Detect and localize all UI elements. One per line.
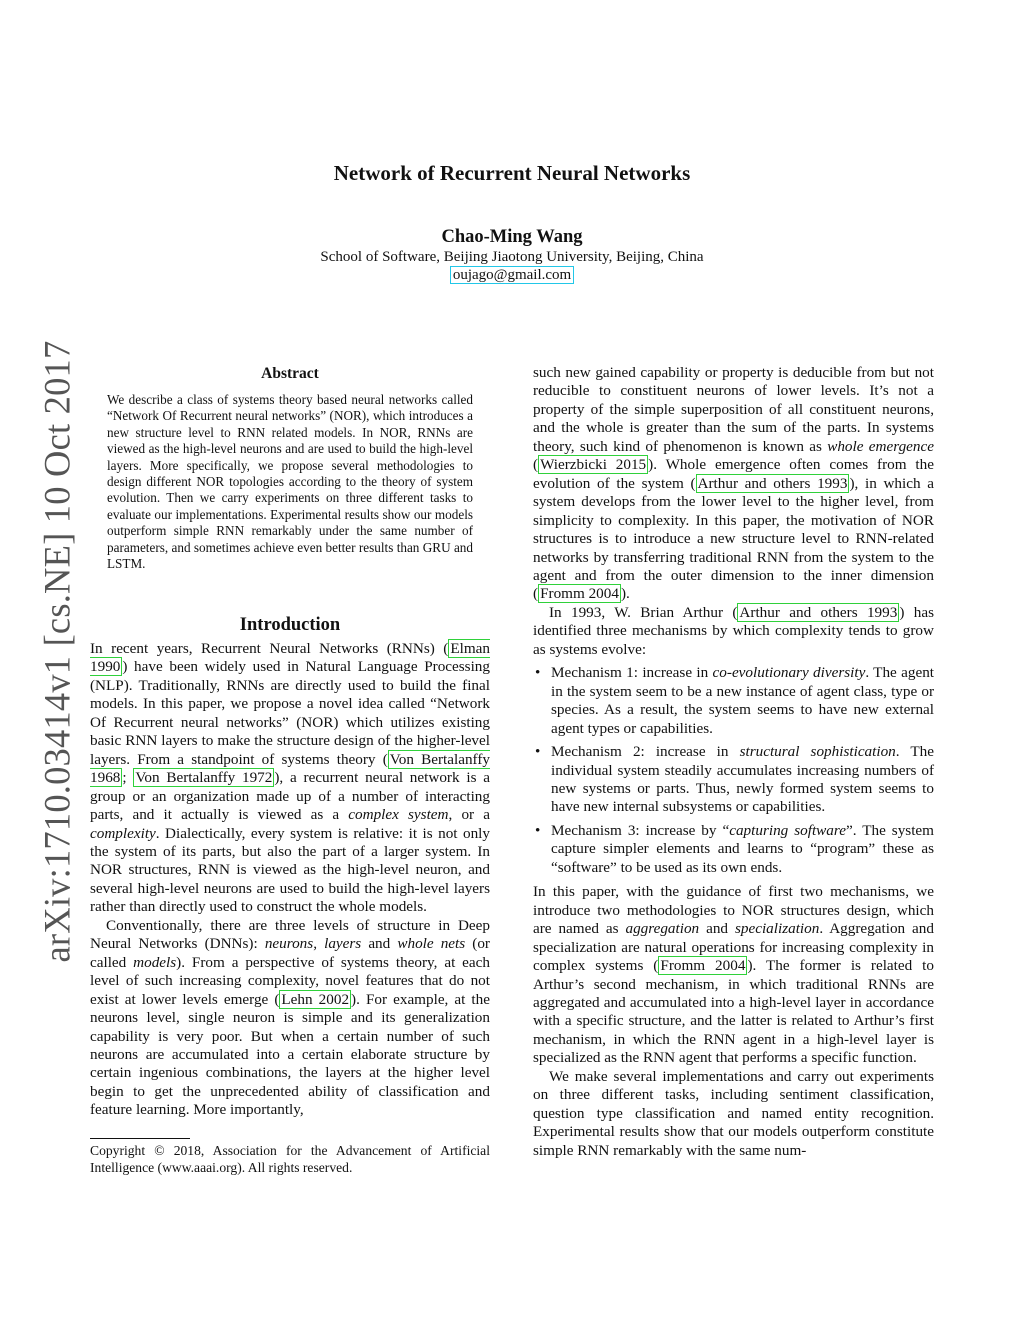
citation-link[interactable]: Von Bertalanffy 1968 bbox=[90, 750, 490, 787]
bullet-icon: • bbox=[535, 743, 541, 761]
citation-link[interactable]: Wierzbicki 2015 bbox=[540, 456, 647, 474]
author-affiliation: School of Software, Beijing Jiaotong University, Beijing, China bbox=[320, 249, 704, 265]
citation-link[interactable]: Elman 1990 bbox=[90, 640, 490, 676]
citation-link[interactable]: Arthur and others 1993 bbox=[697, 474, 848, 492]
bullet-icon: • bbox=[535, 821, 541, 839]
bullet-icon: • bbox=[535, 664, 541, 682]
right-column-body bbox=[533, 364, 934, 1160]
author-name: Chao-Ming Wang bbox=[441, 227, 583, 247]
intro-paragraph-1: In recent years, Recurrent Neural Networks (RNNs) ( Elman 1990 ) have been widely used in Natural Language Processing (NLP). Traditionally, RNNs are directly used to build the final models. In this paper, we propose a novel idea called “Network Of Recurrent neural networks” (NOR) which utilizes existing basic RNN layers to make the structure design of the higher-level layers. From a standpoint of systems theory ( Von Bertalanffy 1968 ; Von Bertalanffy 1972 ), a recurrent neural network is a group or an organization made up of a number of interacting parts, and it actually is viewed as a complex system, or a complexity. Dialectically, every system is relative: it is not only the system of its parts, but also the part of a larger system. In NOR structures, RNN is viewed as the high-level neuron, and several high-level neurons are used to build the high-level layers rather than directly used to construct the whole models. bbox=[90, 640, 490, 916]
email-line bbox=[0, 267, 1024, 284]
list-item: • Mechanism 3: increase by “capturing software”. The system capture simpler elements and learns to “program” these as “software” to be used as its own ends. bbox=[535, 821, 934, 876]
abstract-text: We describe a class of systems theory based neural networks called “Network Of Recurrent neural networks” (NOR), which introduces a new structure level to RNN related models. In NOR, RNNs are viewed as the high-level neurons and are used to build the high-level layers. More specifically, we propose several methodologies to design different NOR topologies according to the theory of system evolution. Then we carry experiments on three different tasks to evaluate our implementations. Experimental results show our models outperform simple RNN remarkably under the same number of parameters, and sometimes achieve even better results than GRU and LSTM. bbox=[107, 392, 473, 572]
list-item: • Mechanism 2: increase in structural sophistication. The individual system steadily accumulates increasing numbers of new systems or parts. Thus, newly formed system seems to have new internal subsystems or capabilities. bbox=[535, 743, 934, 816]
citation-link[interactable]: Fromm 2004 bbox=[660, 957, 746, 975]
left-column-body bbox=[90, 640, 490, 1120]
list-item: • Mechanism 1: increase in co-evolutionary diversity. The agent in the system seem to be a new instance of agent class, type or species. As a result, the system seems to have new external agent types or capabilities. bbox=[535, 664, 935, 737]
paper-title: Network of Recurrent Neural Networks bbox=[333, 161, 691, 185]
right-paragraph-3: In this paper, with the guidance of first two mechanisms, we introduce two methodologies to NOR structures design, which are named as aggregation and specialization. Aggregation and specialization are natural operations for increasing complexity in complex systems ( Fromm 2004 ). The former is related to Arthur’s second mechanism, in which traditional RNNs are aggregated and accumulated into a high-level layer in accordance with a specific structure, and the latter is related to Arthur’s first mechanism, in which the RNN agent in a high-level layer is specialized as the RNN agent that performs a specific function. bbox=[533, 883, 934, 1067]
introduction-heading: Introduction bbox=[239, 615, 341, 635]
abstract-heading: Abstract bbox=[261, 365, 319, 382]
arxiv-identifier: arXiv:1710.03414v1 [cs.NE] 10 Oct 2017 bbox=[36, 340, 78, 963]
email-link[interactable]: oujago@gmail.com bbox=[450, 266, 574, 284]
right-paragraph-1: such new gained capability or property is deducible from but not reducible to constituent neurons of lower levels. It’s not a property of the simple superposition of all constituent neurons, and the whole is greater than the sum of the parts. In systems theory, such kind of phenomenon is known as whole emergence ( Wierzbicki 2015 ). Whole emergence often comes from the evolution of the system ( Arthur and others 1993 ), in which a system develops from the lower level to the higher level, from simplicity to complexity. In this paper, the motivation of NOR structures is to introduce a new structure level to RNN-related networks by transferring traditional RNN from the system to the agent and from the outer dimension to the inner dimension ( Fromm 2004 ). bbox=[533, 364, 935, 603]
mechanism-list bbox=[533, 664, 934, 877]
intro-paragraph-2: Conventionally, there are three levels of structure in Deep Neural Networks (DNNs): neurons, layers and whole nets (or called models). From a perspective of systems theory, at each level of such increasing complexity, novel features that do not exist at lower levels emerge ( Lehn 2002 ). For example, at the neurons level, single neuron is simple and its generalization capability is very poor. But when a certain number of such neurons are accumulated into a certain elaborate structure by certain ingenious combinations, the layers at the higher level begin to get the unprecedented ability of classification and feature learning. More importantly, bbox=[90, 916, 490, 1119]
citation-link[interactable]: Fromm 2004 bbox=[540, 585, 619, 603]
copyright-footnote: Copyright © 2018, Association for the Advancement of Artificial Intelligence (www.aaai.org). All rights reserved. bbox=[90, 1143, 490, 1175]
footnote-divider bbox=[90, 1138, 190, 1139]
citation-link[interactable]: Arthur and others 1993 bbox=[739, 603, 898, 621]
right-paragraph-4: We make several implementations and carry out experiments on three different tasks, including sentiment classification, question type classification and named entity recognition. Experimental results show that our models outperform constitute simple RNN remarkably with the same num- bbox=[533, 1067, 934, 1159]
citation-link[interactable]: Lehn 2002 bbox=[281, 990, 350, 1008]
right-paragraph-2: In 1993, W. Brian Arthur ( Arthur and others 1993 ) has identified three mechanisms by which complexity tends to grow as systems evolve: bbox=[533, 603, 934, 658]
citation-link[interactable]: Von Bertalanffy 1972 bbox=[135, 769, 273, 787]
